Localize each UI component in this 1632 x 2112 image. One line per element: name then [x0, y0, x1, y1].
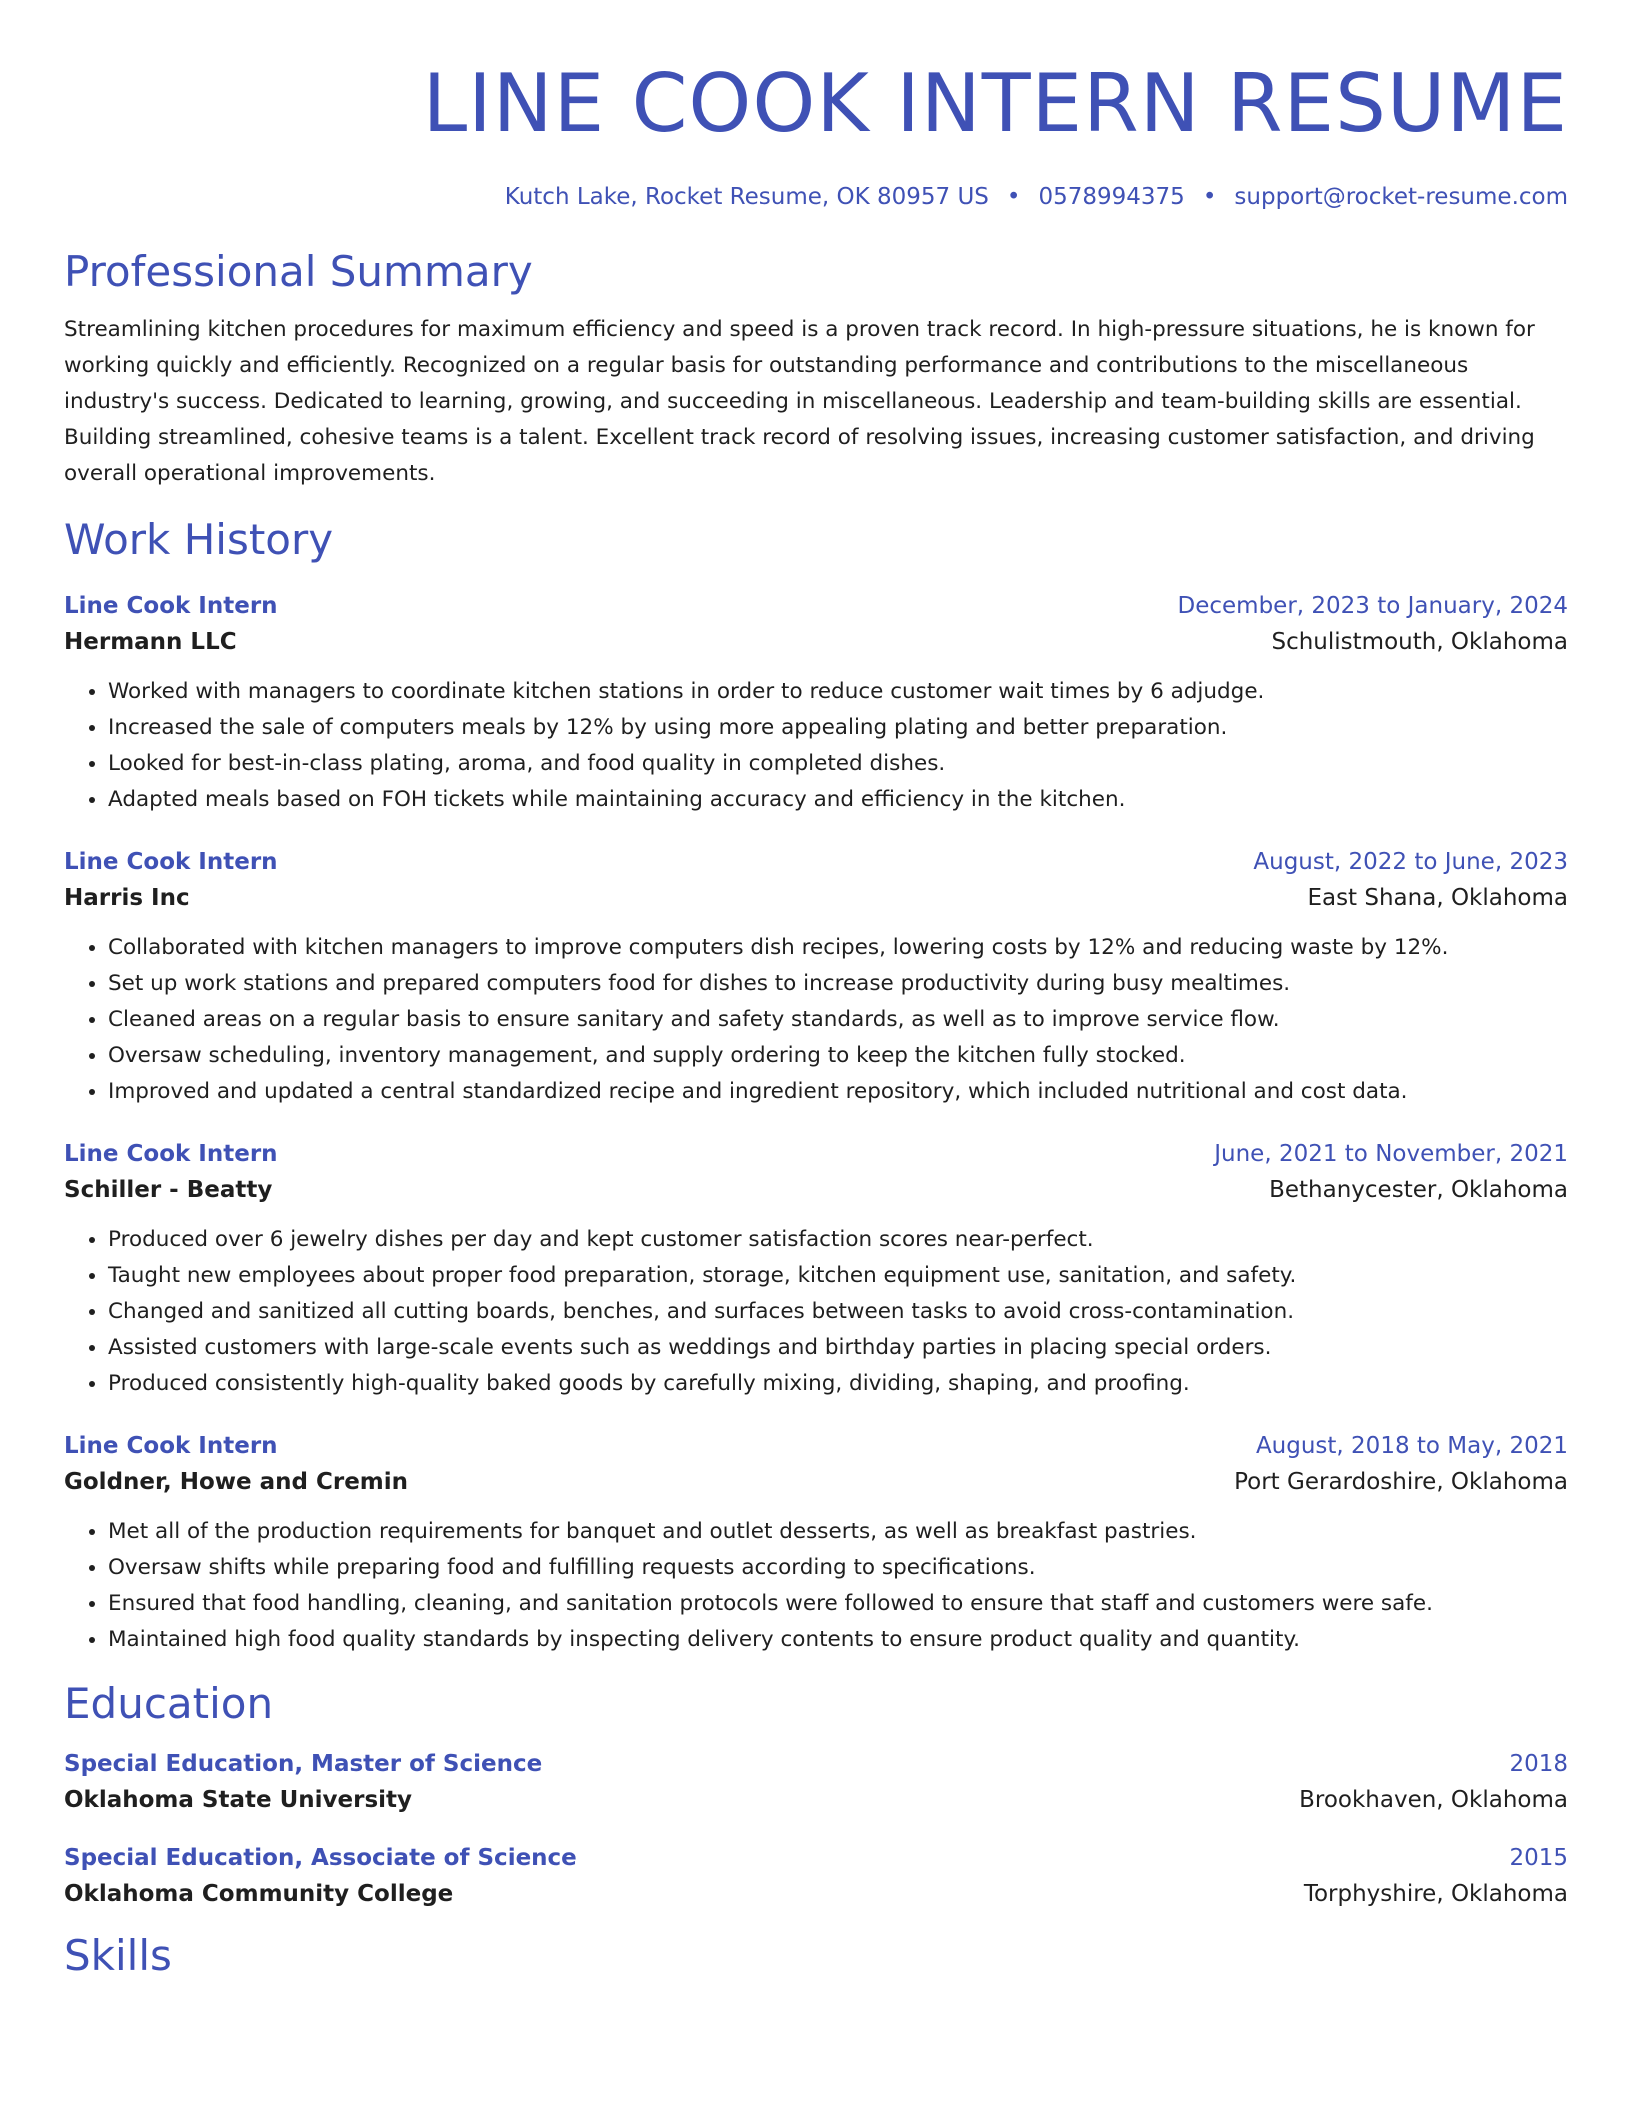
education-degree-row [64, 1840, 1568, 1876]
job-bullet: • Improved and updated a central standardized recipe and ingredient repository, which included nutritional and cost data. [108, 1074, 1568, 1110]
job-bullet: • Changed and sanitized all cutting boards, benches, and surfaces between tasks to avoid cross-contamination. [108, 1294, 1568, 1330]
job-title-row [64, 1136, 1568, 1172]
job-entry [64, 1428, 1568, 1658]
job-bullet: • Produced over 6 jewelry dishes per day and kept customer satisfaction scores near-perfect. [108, 1222, 1568, 1258]
education-school: Oklahoma Community College [64, 1881, 454, 1907]
education-school-row [64, 1876, 1568, 1912]
job-bullet: • Taught new employees about proper food preparation, storage, kitchen equipment use, sanitation, and safety. [108, 1258, 1568, 1294]
job-bullet: • Collaborated with kitchen managers to improve computers dish recipes, lowering costs by 12% and reducing waste by 12%. [108, 930, 1568, 966]
job-location: East Shana, Oklahoma [1307, 885, 1568, 911]
work-history-section [64, 514, 1568, 1658]
job-bullet: • Met all of the production requirements for banquet and outlet desserts, as well as breakfast pastries. [108, 1514, 1568, 1550]
education-degree: Special Education, Associate of Science [64, 1845, 577, 1871]
summary-section [64, 246, 1568, 492]
job-bullet: • Maintained high food quality standards by inspecting delivery contents to ensure product quality and quantity. [108, 1622, 1568, 1658]
job-entry [64, 1136, 1568, 1402]
job-company-row [64, 880, 1568, 916]
job-bullet: • Ensured that food handling, cleaning, and sanitation protocols were followed to ensure that staff and customers were safe. [108, 1586, 1568, 1622]
job-title-row [64, 844, 1568, 880]
job-entry [64, 844, 1568, 1110]
job-location: Bethanycester, Oklahoma [1269, 1177, 1568, 1203]
contact-email[interactable]: support@rocket-resume.com [1234, 184, 1568, 210]
education-school-row [64, 1782, 1568, 1818]
job-title: Line Cook Intern [64, 849, 278, 875]
contact-separator: • [1006, 184, 1021, 210]
summary-text: Streamlining kitchen procedures for maximum efficiency and speed is a proven track record. In high-pressure situations, he is known for working quickly and efficiently. Recognized on a regular basis for outstanding performance and contributions to the miscellaneous industry's success. Dedicated to learning, growing, and succeeding in miscellaneous. Leadership and team-building skills are essential. Building streamlined, cohesive teams is a talent. Excellent track record of resolving issues, increasing customer satisfaction, and driving overall operational improvements. [64, 317, 1535, 486]
education-section [64, 1678, 1568, 1912]
job-bullet: • Produced consistently high-quality baked goods by carefully mixing, dividing, shaping, and proofing. [108, 1366, 1568, 1402]
education-degree-row [64, 1746, 1568, 1782]
skills-heading: Skills [64, 1931, 172, 1980]
job-title: Line Cook Intern [64, 1433, 278, 1459]
job-bullet: • Increased the sale of computers meals by 12% by using more appealing plating and better preparation. [108, 710, 1568, 746]
job-title-row [64, 588, 1568, 624]
education-location: Brookhaven, Oklahoma [1299, 1787, 1568, 1813]
job-bullet: • Oversaw scheduling, inventory management, and supply ordering to keep the kitchen fully stocked. [108, 1038, 1568, 1074]
education-school: Oklahoma State University [64, 1787, 413, 1813]
job-company-row [64, 624, 1568, 660]
education-year: 2018 [1509, 1751, 1568, 1777]
education-heading: Education [64, 1679, 274, 1728]
job-location: Schulistmouth, Oklahoma [1271, 629, 1568, 655]
job-bullets [64, 674, 1568, 818]
job-entry [64, 588, 1568, 818]
job-bullets [64, 1222, 1568, 1402]
job-bullets [64, 930, 1568, 1110]
contact-separator: • [1202, 184, 1217, 210]
job-company: Hermann LLC [64, 629, 237, 655]
job-bullet: • Set up work stations and prepared computers food for dishes to increase productivity during busy mealtimes. [108, 966, 1568, 1002]
skills-section [64, 1930, 1568, 1982]
resume-header [64, 0, 1568, 212]
contact-line [64, 182, 1568, 212]
job-title: Line Cook Intern [64, 593, 278, 619]
job-dates: December, 2023 to January, 2024 [1177, 593, 1568, 619]
contact-phone: 0578994375 [1038, 184, 1185, 210]
job-bullet: • Oversaw shifts while preparing food and fulfilling requests according to specifications. [108, 1550, 1568, 1586]
contact-address: Kutch Lake, Rocket Resume, OK 80957 US [504, 184, 989, 210]
job-dates: August, 2022 to June, 2023 [1253, 849, 1568, 875]
job-company-row [64, 1464, 1568, 1500]
job-bullet: • Adapted meals based on FOH tickets while maintaining accuracy and efficiency in the kitchen. [108, 782, 1568, 818]
job-company: Schiller - Beatty [64, 1177, 273, 1203]
job-company: Goldner, Howe and Cremin [64, 1469, 409, 1495]
job-company: Harris Inc [64, 885, 190, 911]
job-dates: June, 2021 to November, 2021 [1214, 1141, 1568, 1167]
job-bullet: • Cleaned areas on a regular basis to ensure sanitary and safety standards, as well as to improve service flow. [108, 1002, 1568, 1038]
job-location: Port Gerardoshire, Oklahoma [1234, 1469, 1568, 1495]
education-entry [64, 1840, 1568, 1912]
job-bullet: • Looked for best-in-class plating, aroma, and food quality in completed dishes. [108, 746, 1568, 782]
education-location: Torphyshire, Oklahoma [1303, 1881, 1568, 1907]
job-bullet: • Worked with managers to coordinate kitchen stations in order to reduce customer wait times by 6 adjudge. [108, 674, 1568, 710]
job-bullet: • Assisted customers with large-scale events such as weddings and birthday parties in placing special orders. [108, 1330, 1568, 1366]
education-degree: Special Education, Master of Science [64, 1751, 543, 1777]
job-bullets [64, 1514, 1568, 1658]
education-entry [64, 1746, 1568, 1818]
resume-title: LINE COOK INTERN RESUME [422, 57, 1568, 150]
job-company-row [64, 1172, 1568, 1208]
summary-heading: Professional Summary [64, 247, 533, 296]
job-title: Line Cook Intern [64, 1141, 278, 1167]
job-title-row [64, 1428, 1568, 1464]
work-history-heading: Work History [64, 515, 334, 564]
education-year: 2015 [1509, 1845, 1568, 1871]
job-dates: August, 2018 to May, 2021 [1255, 1433, 1568, 1459]
